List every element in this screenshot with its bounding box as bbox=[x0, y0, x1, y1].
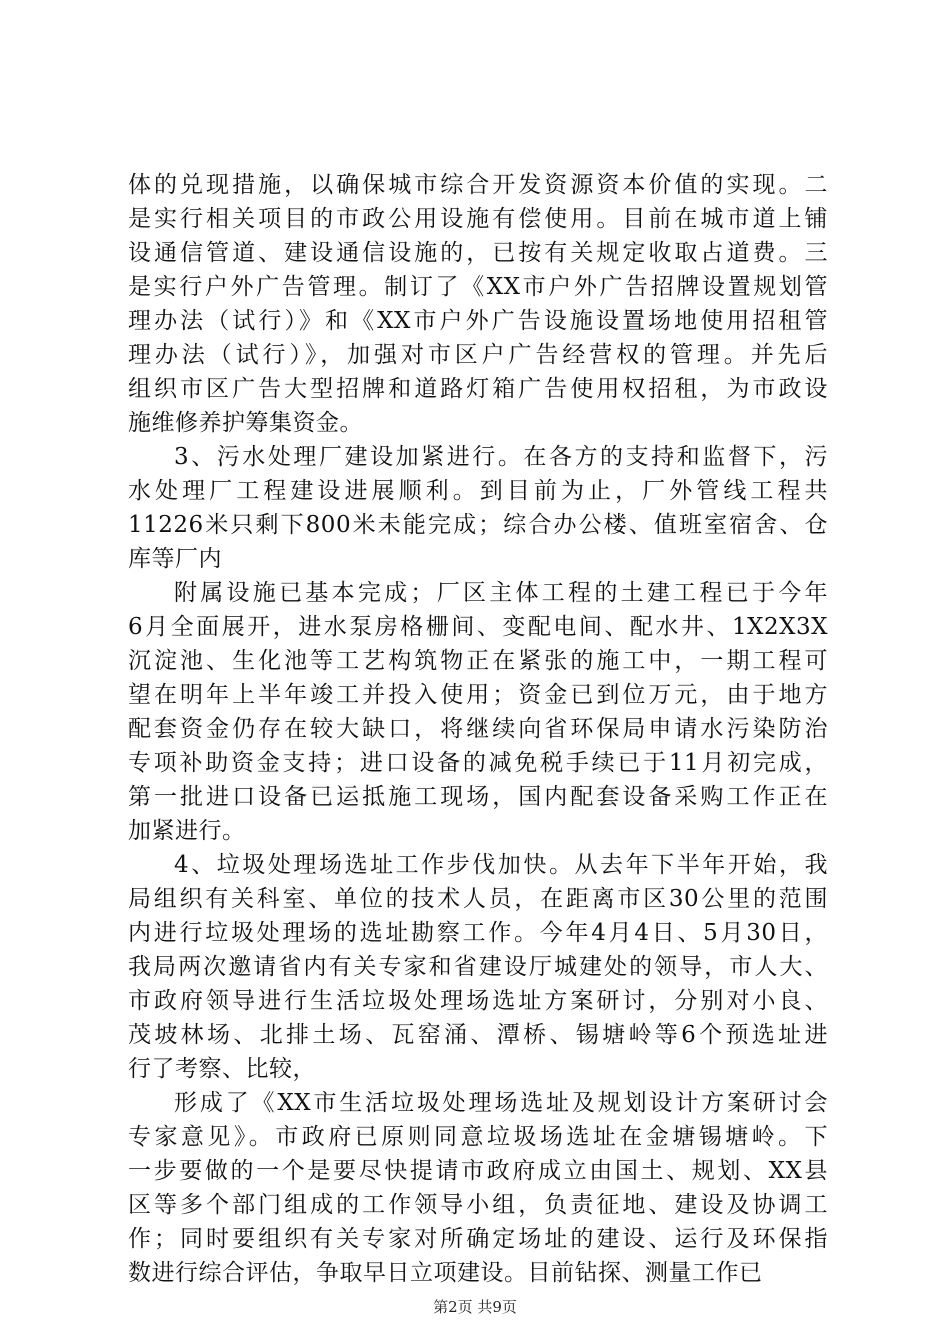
text-line: 水处理厂工程建设进展顺利。到目前为止，厂外管线工程共 bbox=[128, 478, 828, 504]
text-line: 一步要做的一个是要尽快提请市政府成立由国土、规划、XX县 bbox=[128, 1158, 828, 1184]
text-line: 望在明年上半年竣工并投入使用；资金已到位万元，由于地方 bbox=[128, 682, 828, 708]
text-line: 行了考察、比较， bbox=[128, 1056, 316, 1082]
paragraph bbox=[128, 848, 828, 1086]
text-line: 茂坡林场、北排土场、瓦窑涌、潭桥、锡塘岭等6个预选址进 bbox=[128, 1022, 828, 1048]
document-body bbox=[128, 168, 828, 1290]
paragraph bbox=[128, 440, 828, 576]
text-line: 组织市区广告大型招牌和道路灯箱广告使用权招租，为市政设 bbox=[128, 376, 828, 402]
text-line: 4、垃圾处理场选址工作步伐加快。从去年下半年开始，我 bbox=[174, 852, 828, 878]
text-line: 11226米只剩下800米未能完成；综合办公楼、值班室宿舍、仓 bbox=[128, 512, 828, 538]
text-line: 理办法（试行）》，加强对市区户广告经营权的管理。并先后 bbox=[128, 342, 828, 368]
text-line: 区等多个部门组成的工作领导小组，负责征地、建设及协调工 bbox=[128, 1192, 828, 1218]
text-line: 局组织有关科室、单位的技术人员，在距离市区30公里的范围 bbox=[128, 886, 828, 912]
text-line: 配套资金仍存在较大缺口，将继续向省环保局申请水污染防治 bbox=[128, 716, 828, 742]
text-line: 加紧进行。 bbox=[128, 818, 246, 844]
text-line: 设通信管道、建设通信设施的，已按有关规定收取占道费。三 bbox=[128, 240, 828, 266]
text-line: 市政府领导进行生活垃圾处理场选址方案研讨，分别对小良、 bbox=[128, 988, 828, 1014]
text-line: 形成了《XX市生活垃圾处理场选址及规划设计方案研讨会 bbox=[174, 1090, 828, 1116]
text-line: 作；同时要组织有关专家对所确定场址的建设、运行及环保指 bbox=[128, 1226, 828, 1252]
text-line: 沉淀池、生化池等工艺构筑物正在紧张的施工中，一期工程可 bbox=[128, 648, 828, 674]
text-line: 6月全面展开，进水泵房格栅间、变配电间、配水井、1X2X3X bbox=[128, 614, 828, 640]
text-line: 我局两次邀请省内有关专家和省建设厅城建处的领导，市人大、 bbox=[128, 954, 828, 980]
text-line: 3、污水处理厂建设加紧进行。在各方的支持和监督下，污 bbox=[174, 444, 828, 470]
text-line: 是实行户外广告管理。制订了《XX市户外广告招牌设置规划管 bbox=[128, 274, 828, 300]
text-line: 体的兑现措施，以确保城市综合开发资源资本价值的实现。二 bbox=[128, 172, 828, 198]
text-line: 库等厂内 bbox=[128, 546, 222, 572]
text-line: 内进行垃圾处理场的选址勘察工作。今年4月4日、5月30日， bbox=[128, 920, 828, 946]
text-line: 第一批进口设备已运抵施工现场，国内配套设备采购工作正在 bbox=[128, 784, 828, 810]
paragraph bbox=[128, 576, 828, 848]
text-line: 施维修养护筹集资金。 bbox=[128, 410, 363, 436]
text-line: 是实行相关项目的市政公用设施有偿使用。目前在城市道上铺 bbox=[128, 206, 828, 232]
text-line: 附属设施已基本完成；厂区主体工程的土建工程已于今年 bbox=[174, 580, 828, 606]
text-line: 专家意见》。市政府已原则同意垃圾场选址在金塘锡塘岭。下 bbox=[128, 1124, 828, 1150]
paragraph bbox=[128, 168, 828, 440]
text-line: 专项补助资金支持；进口设备的减免税手续已于11月初完成， bbox=[128, 750, 828, 776]
text-line: 数进行综合评估，争取早日立项建设。目前钻探、测量工作已 bbox=[128, 1260, 763, 1286]
text-line: 理办法（试行）》和《XX市户外广告设施设置场地使用招租管 bbox=[128, 308, 828, 334]
page-footer: 第2页 共9页 bbox=[433, 1298, 517, 1316]
paragraph bbox=[128, 1086, 828, 1290]
